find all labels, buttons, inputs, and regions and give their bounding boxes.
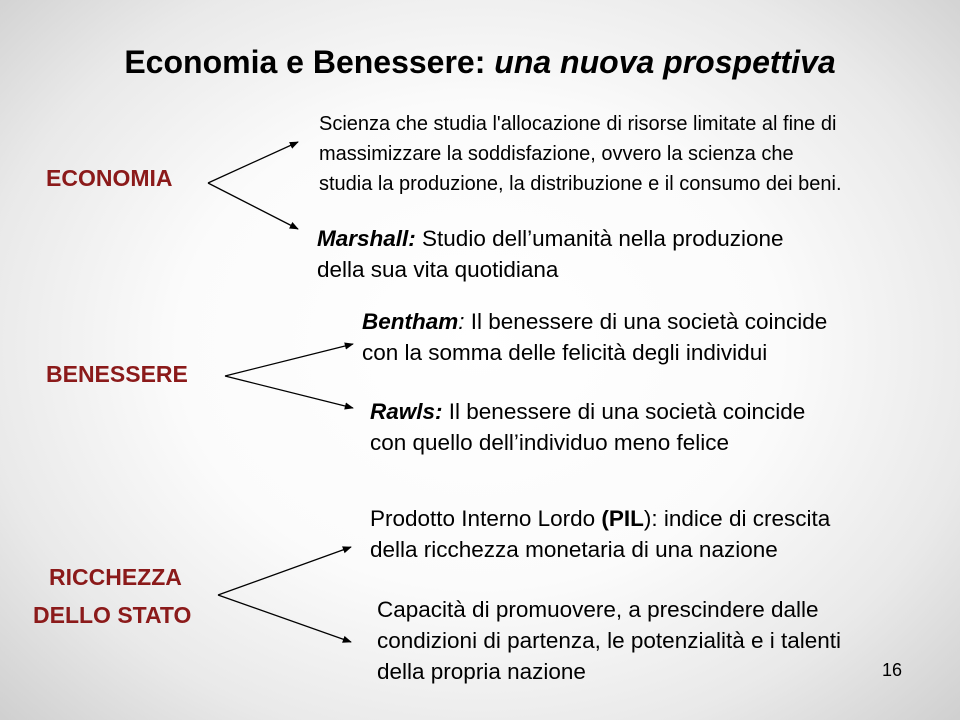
author-marshall: Marshall: [317,226,416,251]
term-economia: ECONOMIA [46,165,173,191]
pil-definition: Prodotto Interno Lordo (PIL): indice di crescita della ricchezza monetaria di una nazione [370,506,831,562]
page-number: 16 [882,660,903,680]
arrow-benessere-2 [225,376,353,408]
author-bentham: Bentham [362,309,459,334]
marshall-definition: Marshall: Studio dell’umanità nella produzione della sua vita quotidiana [317,226,784,282]
arrow-ricchezza-1 [218,547,351,595]
author-rawls: Rawls: [370,399,443,424]
term-ricchezza-line2: DELLO STATO [33,602,192,628]
economia-definition: Scienza che studia l'allocazione di risorse limitate al fine di massimizzare la soddisfazione, ovvero la scienza che studia la produzione, la distribuzione e il consumo dei beni. [319,113,842,195]
term-ricchezza-line1: RICCHEZZA [49,564,182,590]
arrow-ricchezza-2 [218,595,351,642]
rawls-definition: Rawls: Il benessere di una società coincide con quello dell’individuo meno felice [370,399,806,455]
arrow-economia-1 [208,142,298,183]
arrow-benessere-1 [225,344,353,376]
slide-title: Economia e Benessere: una nuova prospettiva [124,44,836,80]
capacita-definition: Capacità di promuovere, a prescindere dalle condizioni di partenza, le potenzialità e i talenti della propria nazione [377,597,842,684]
bentham-definition: Bentham: Il benessere di una società coincide con la somma delle felicità degli individui [362,309,828,365]
arrow-economia-2 [208,183,298,229]
term-benessere: BENESSERE [46,361,188,387]
